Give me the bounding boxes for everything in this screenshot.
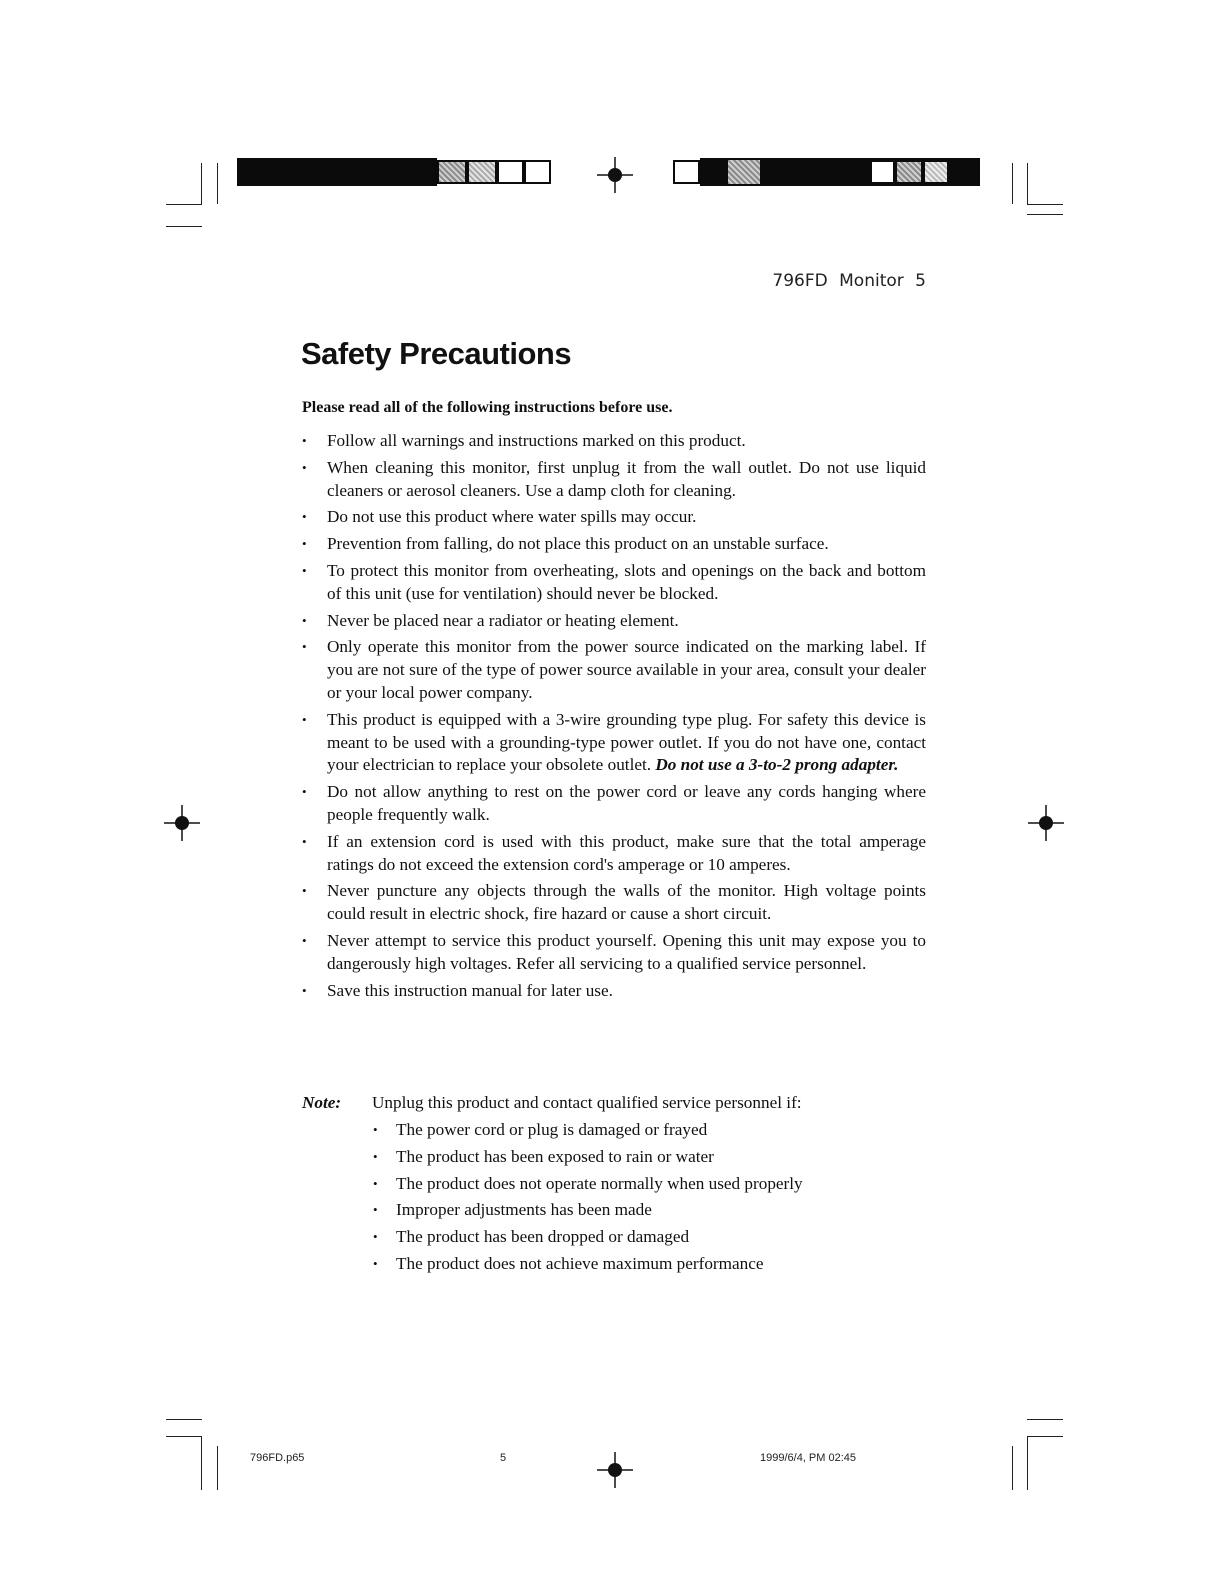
list-item: • To protect this monitor from overheating, slots and openings on the back and bottom of this unit (use for ventilation) should never be blocked. <box>300 560 926 606</box>
header-swatch <box>728 160 760 184</box>
page-number: 5 <box>915 271 926 291</box>
crop-mark <box>201 1436 202 1490</box>
list-item: • The product does not achieve maximum performance <box>371 1253 931 1276</box>
list-item: • Save this instruction manual for later use. <box>300 980 926 1003</box>
crop-mark <box>1012 1446 1013 1490</box>
footer-timestamp: 1999/6/4, PM 02:45 <box>760 1452 857 1464</box>
list-item: • The power cord or plug is damaged or frayed <box>371 1119 931 1142</box>
note-list <box>371 1119 931 1280</box>
list-item: • Never attempt to service this product yourself. Opening this unit may expose you to dangerously high voltages. Refer all servicing to a qualified service personnel. <box>300 930 926 976</box>
header-swatch <box>870 160 895 184</box>
registration-mark-icon <box>1028 805 1064 841</box>
list-item: • If an extension cord is used with this product, make sure that the total amperage ratings do not exceed the extension cord's amperage or 10 amperes. <box>300 831 926 877</box>
footer-filename: 796FD.p65 <box>250 1452 305 1464</box>
list-item: • The product has been dropped or damaged <box>371 1226 931 1249</box>
registration-mark-icon <box>597 1452 633 1488</box>
list-item: • Do not use this product where water spills may occur. <box>300 506 926 529</box>
list-item: • Only operate this monitor from the power source indicated on the marking label. If you are not sure of the type of power source available in your area, consult your dealer or your local power company. <box>300 636 926 704</box>
running-title: 796FD Monitor <box>772 271 904 291</box>
crop-mark <box>166 204 202 205</box>
intro-text: Please read all of the following instructions before use. <box>302 399 673 416</box>
running-header <box>772 271 926 291</box>
registration-mark-icon <box>164 805 200 841</box>
header-swatch <box>467 160 497 184</box>
crop-mark <box>166 226 202 227</box>
crop-mark <box>201 163 202 204</box>
header-swatch <box>524 160 551 184</box>
crop-mark <box>1012 163 1013 204</box>
crop-mark <box>1027 1436 1063 1437</box>
note-text: Unplug this product and contact qualified service personnel if: <box>372 1093 802 1112</box>
list-item: • Improper adjustments has been made <box>371 1199 931 1222</box>
list-item: • Follow all warnings and instructions marked on this product. <box>300 430 926 453</box>
header-swatch <box>895 160 923 184</box>
header-swatch <box>437 160 467 184</box>
crop-mark <box>217 1446 218 1490</box>
header-swatch <box>923 160 949 184</box>
precautions-list <box>300 430 926 1006</box>
header-swatch <box>497 160 524 184</box>
crop-mark <box>1027 204 1063 205</box>
header-bar-left <box>237 158 437 186</box>
list-item: • The product does not operate normally when used properly <box>371 1173 931 1196</box>
prong-warning: Do not use a 3-to-2 prong adapter. <box>655 755 899 775</box>
crop-mark <box>166 1436 202 1437</box>
page-title: Safety Precautions <box>301 336 572 371</box>
list-item: • This product is equipped with a 3-wire grounding type plug. For safety this device is meant to be used with a grounding-type power outlet. If you do not have one, contact your electrician to replace your obsolete outlet. Do not use a 3-to-2 prong adapter. <box>300 709 926 777</box>
list-item: • Never puncture any objects through the walls of the monitor. High voltage points could result in electric shock, fire hazard or cause a short circuit. <box>300 880 926 926</box>
list-item: • Prevention from falling, do not place this product on an unstable surface. <box>300 533 926 556</box>
list-item: • The product has been exposed to rain or water <box>371 1146 931 1169</box>
crop-mark <box>1027 1419 1063 1420</box>
list-item: • When cleaning this monitor, first unplug it from the wall outlet. Do not use liquid cleaners or aerosol cleaners. Use a damp cloth for cleaning. <box>300 457 926 503</box>
crop-mark <box>1027 1436 1028 1490</box>
list-item: • Do not allow anything to rest on the power cord or leave any cords hanging where people frequently walk. <box>300 781 926 827</box>
registration-mark-icon <box>597 157 633 193</box>
list-item: • Never be placed near a radiator or heating element. <box>300 610 926 633</box>
crop-mark <box>1027 214 1063 215</box>
crop-mark <box>166 1419 202 1420</box>
header-swatch <box>673 160 700 184</box>
crop-mark <box>217 163 218 204</box>
note-label: Note: <box>302 1093 342 1112</box>
crop-mark <box>1027 163 1028 204</box>
footer-page: 5 <box>500 1452 507 1464</box>
